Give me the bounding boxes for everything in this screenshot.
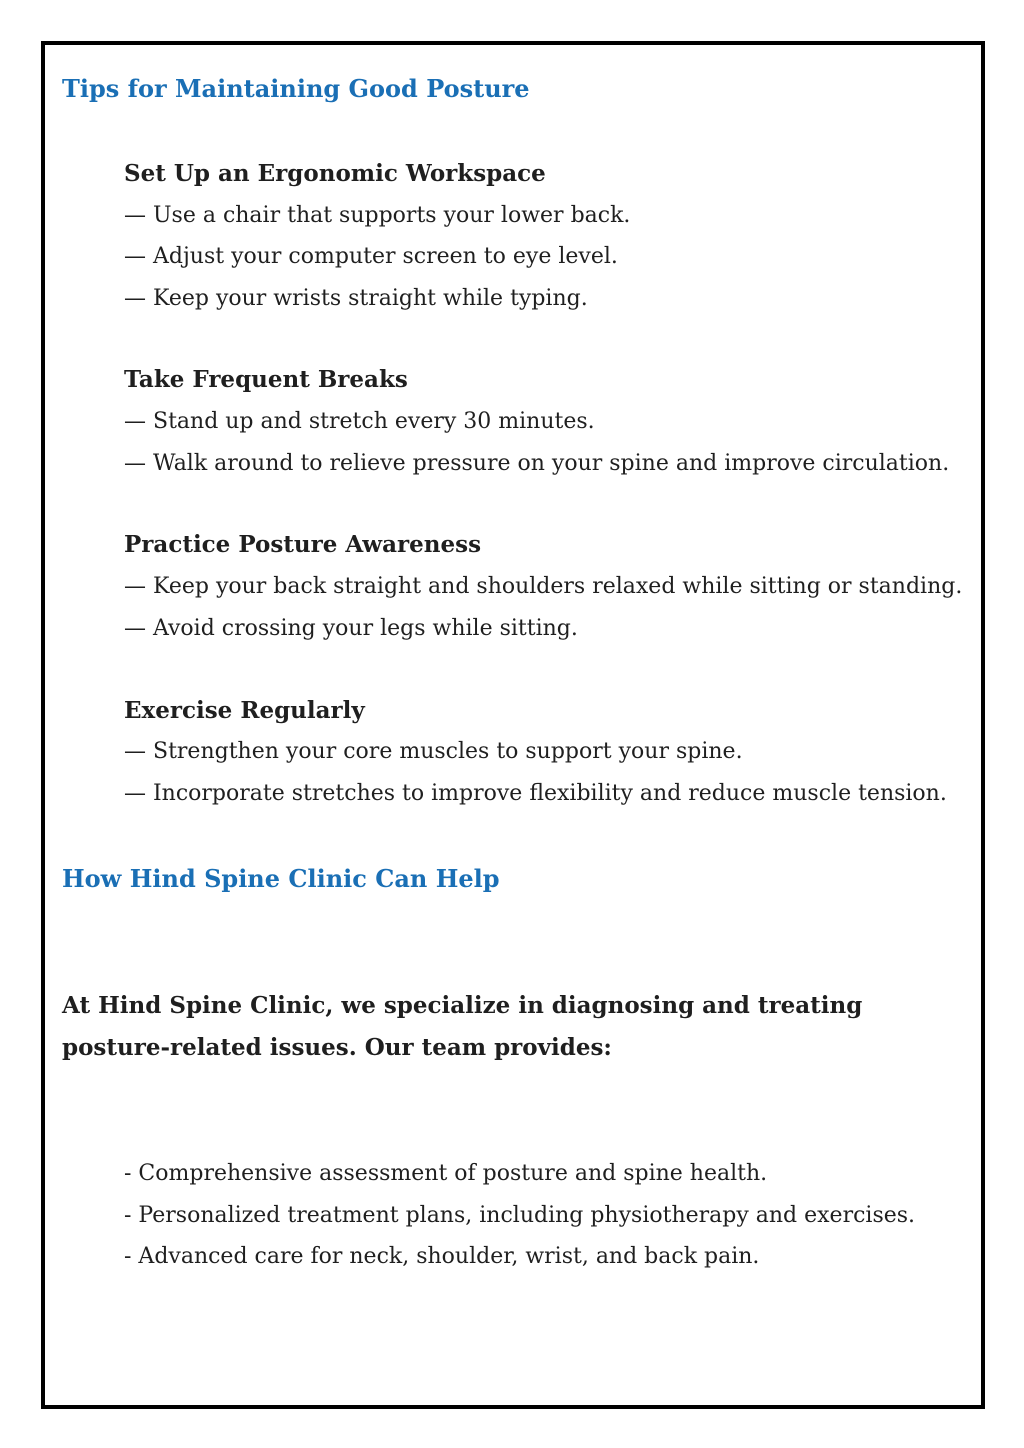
list-item: — Keep your wrists straight while typing. [124,286,588,311]
section-heading-exercise-regularly: Exercise Regularly [124,697,365,724]
clinic-service-item: - Advanced care for neck, shoulder, wrist, and back pain. [124,1244,760,1269]
section-heading-posture-awareness: Practice Posture Awareness [124,531,482,558]
tips-title: Tips for Maintaining Good Posture [62,74,530,103]
section-heading-ergonomic-workspace: Set Up an Ergonomic Workspace [124,160,546,187]
list-item: — Strengthen your core muscles to support your spine. [124,739,743,764]
list-item: — Walk around to relieve pressure on your spine and improve circulation. [124,451,950,476]
clinic-service-item: - Comprehensive assessment of posture and spine health. [124,1161,768,1186]
section-heading-frequent-breaks: Take Frequent Breaks [124,366,408,393]
clinic-intro-line-2: posture-related issues. Our team provides: [62,1034,612,1061]
clinic-service-item: - Personalized treatment plans, including physiotherapy and exercises. [124,1203,916,1228]
list-item: — Stand up and stretch every 30 minutes. [124,409,595,434]
list-item: — Adjust your computer screen to eye level. [124,244,618,269]
clinic-intro-line-1: At Hind Spine Clinic, we specialize in diagnosing and treating [62,992,863,1019]
list-item: — Keep your back straight and shoulders relaxed while sitting or standing. [124,574,963,599]
clinic-title: How Hind Spine Clinic Can Help [62,864,500,893]
list-item: — Use a chair that supports your lower back. [124,203,631,228]
list-item: — Avoid crossing your legs while sitting. [124,616,578,641]
list-item: — Incorporate stretches to improve flexibility and reduce muscle tension. [124,781,947,806]
